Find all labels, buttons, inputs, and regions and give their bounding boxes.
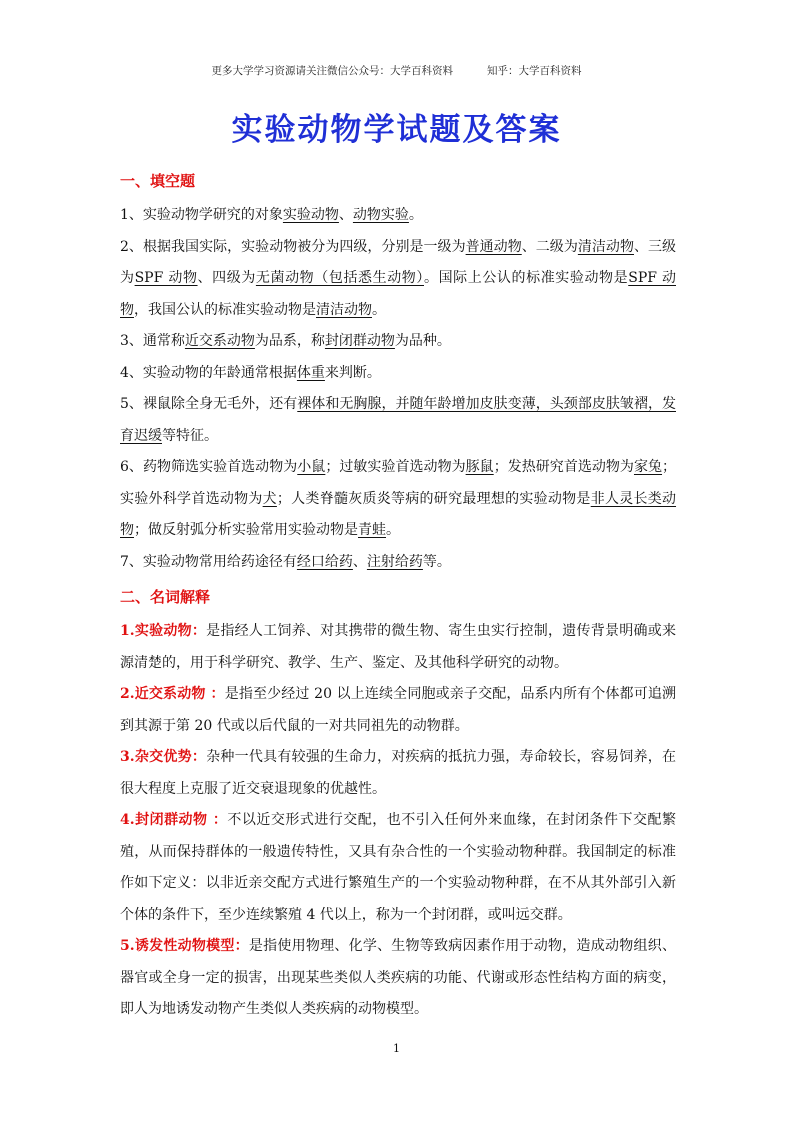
answer: SPF 动物 <box>120 270 676 318</box>
answer: 清洁动物 <box>316 301 372 318</box>
definition-item: 2.近交系动物 ：是指至少经过 20 以上连续全同胞或亲子交配，品系内所有个体都可追溯到其源于第 20 代或以后代鼠的一对共同祖先的动物群。 <box>120 686 676 734</box>
answer: 豚鼠 <box>465 459 494 475</box>
definition-term: 1.实验动物： <box>120 623 207 639</box>
section-heading-definitions: 二、名词解释 <box>120 588 211 606</box>
answer: 无菌动物（包括悉生动物） <box>255 270 424 286</box>
answer: 动物实验 <box>352 207 409 223</box>
definition-term: 4.封闭群动物 ： <box>120 812 228 828</box>
answer: 家兔 <box>633 459 663 475</box>
answer: 非人灵长类动物 <box>120 490 677 538</box>
definition-item: 1.实验动物：是指经人工饲养、对其携带的微生物、寄生虫实行控制，遗传背景明确或来源清楚的，用于科学研究、教学、生产、鉴定、及其他科学研究的动物。 <box>120 623 677 671</box>
answer: 普通动物 <box>465 238 522 255</box>
header-note <box>0 63 793 78</box>
answer: 清洁动物 <box>577 238 634 255</box>
definition-term: 3.杂交优势： <box>120 749 207 765</box>
definition-item: 3.杂交优势：杂种一代具有较强的生命力，对疾病的抵抗力强，寿命较长，容易饲养，在很大程度上克服了近交衰退现象的优越性。 <box>120 749 677 797</box>
section-heading-fill-in: 一、填空题 <box>120 172 196 190</box>
definitions <box>120 616 676 1026</box>
question-4: 4、实验动物的年龄通常根据体重来判断。 <box>120 364 381 381</box>
answer: 青蛙 <box>358 522 386 538</box>
question-7: 7、实验动物常用给药途径有经口给药、注射给药等。 <box>120 553 451 570</box>
definition-item: 5.诱发性动物模型：是指使用物理、化学、生物等致病因素作用于动物，造成动物组织、器官或全身一定的损害，出现某些类似人类疾病的功能、代谢或形态性结构方面的病变，即人为地诱发动物产生类似人类疾病的动物模型。 <box>120 938 676 1017</box>
question-5: 5、裸鼠除全身无毛外，还有裸体和无胸腺，并随年龄增加皮肤变薄，头颈部皮肤皱褶，发育迟缓等特征。 <box>120 396 676 444</box>
answer: 裸体和无胸腺，并随年龄增加皮肤变薄，头颈部皮肤皱褶，发育迟缓 <box>120 396 676 444</box>
question-1: 1、实验动物学研究的对象实验动物、动物实验。 <box>120 207 423 223</box>
definition-item: 4.封闭群动物 ：不以近交形式进行交配，也不引入任何外来血缘，在封闭条件下交配繁殖，从而保持群体的一般遗传特性，又具有杂合性的一个实验动物种群。我国制定的标准作如下定义：以非近亲交配方式进行繁殖生产的一个实验动物种群，在不从其外部引入新个体的条件下，至少连续繁殖 4 代以上，称为一个封闭群，或叫远交群。 <box>120 812 676 923</box>
question-2: 2、根据我国实际，实验动物被分为四级，分别是一级为普通动物、二级为清洁动物、三级为SPF 动物、四级为无菌动物（包括悉生动物）。国际上公认的标准实验动物是SPF 动物，我国公认的标准实验动物是清洁动物。 <box>120 238 677 318</box>
answer: SPF 动物 <box>134 270 198 286</box>
page-number: 1 <box>393 1042 400 1055</box>
answer: 近交系动物 <box>184 333 255 349</box>
page-title: 实验动物学试题及答案 <box>231 112 562 148</box>
zhihu-note: 知乎：大学百科资料 <box>487 65 582 77</box>
wechat-note: 更多大学学习资源请关注微信公众号：大学百科资料 <box>211 65 453 77</box>
answer: 犬 <box>262 490 277 507</box>
answer: 体重 <box>296 364 325 381</box>
answer: 注射给药 <box>366 553 423 570</box>
answer: 小鼠 <box>297 459 326 475</box>
fill-in-questions <box>120 200 676 578</box>
answer: 经口给药 <box>296 553 353 570</box>
question-3: 3、通常称近交系动物为品系，称封闭群动物为品种。 <box>120 333 451 349</box>
answer: 封闭群动物 <box>324 333 395 349</box>
question-6: 6、药物筛选实验首选动物为小鼠；过敏实验首选动物为豚鼠；发热研究首选动物为家兔；实验外科学首选动物为犬；人类脊髓灰质炎等病的研究最理想的实验动物是非人灵长类动物；做反射弧分析实验常用实验动物是青蛙。 <box>120 459 677 538</box>
answer: 实验动物 <box>282 207 339 223</box>
definition-term: 2.近交系动物 ： <box>120 686 225 702</box>
definition-term: 5.诱发性动物模型： <box>120 938 249 954</box>
